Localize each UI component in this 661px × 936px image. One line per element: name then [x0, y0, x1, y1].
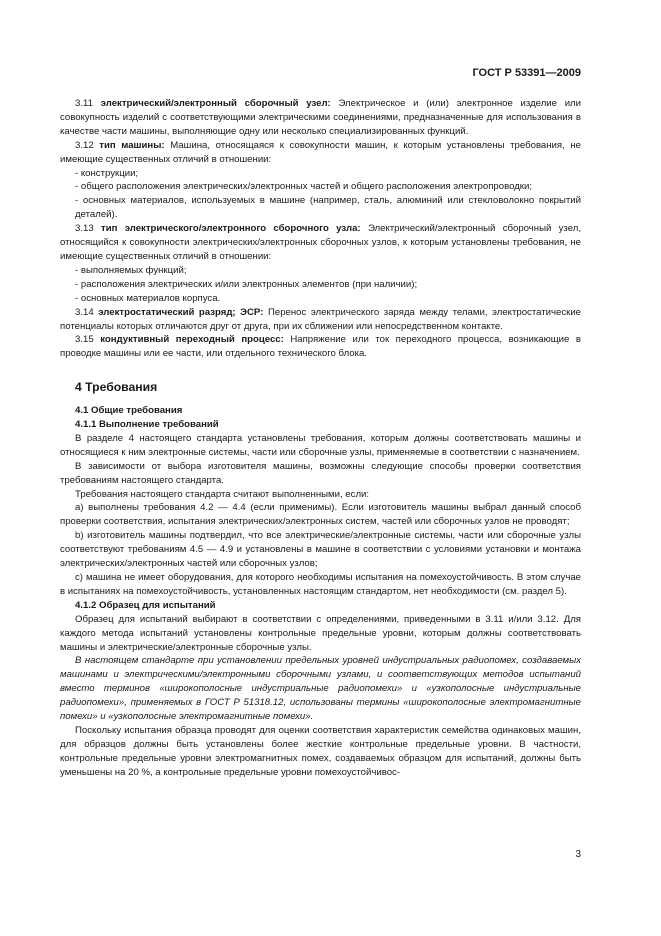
paragraph: В разделе 4 настоящего стандарта установлены требования, которым должны соответствовать машины и относящиеся к ним электронные системы, части или сборочные узлы, применяемые в соответствии с назначением. — [60, 432, 581, 458]
definition-3-13 — [60, 222, 581, 264]
term: тип электрического/электронного сборочного узла: — [101, 223, 361, 235]
definition-text: Машина, относящаяся к совокупности машин, к которым установлены требования, не имеющие существенных отличий в отношении: — [60, 139, 581, 165]
subsection-heading-4-1: 4.1 Общие требования — [75, 405, 183, 417]
page-number: 3 — [575, 849, 581, 860]
page-content — [60, 97, 581, 780]
list-item: - основных материалов, используемых в машине (например, сталь, алюминий или стекловолокно покрытий деталей). — [75, 195, 581, 221]
list-item: - расположения электрических и/или электронных элементов (при наличии); — [75, 278, 418, 290]
definition-text: Перенос электрического заряда между телами, электростатические потенциалы которых отличаются друг от друга, при их сближении или непосредственном контакте. — [60, 306, 582, 332]
term: кондуктивный переходный процесс: — [100, 334, 284, 346]
list-item: - основных материалов корпуса. — [75, 292, 221, 304]
subsection-heading-4-1-2: 4.1.2 Образец для испытаний — [75, 599, 216, 611]
definition-3-11 — [60, 97, 581, 139]
list-item-a: а) выполнены требования 4.2 — 4.4 (если применимы). Если изготовитель машины выбрал данный способ проверки соответствия, испытания электрических/электронных систем, частей или сборочных узлов не проводят; — [60, 502, 581, 528]
clause-number: 3.12 — [75, 139, 94, 151]
paragraph: Требования настоящего стандарта считают выполненными, если: — [75, 488, 370, 500]
list-item-b: b) изготовитель машины подтвердил, что все электрические/электронные системы, части или сборочные узлы соответствуют требованиям 4.5 — 4.9 и установлены в машине в соответствии с условиями установки и монтажа электрических/электронных частей или сборочных узлов; — [60, 530, 581, 570]
subsection-heading-4-1-1: 4.1.1 Выполнение требований — [75, 419, 219, 431]
clause-number: 3.11 — [75, 98, 93, 109]
definition-text: Электрический/электронный сборочный узел, относящийся к совокупности электрических/электронных сборочных узлов, к которым установлены требования, не имеющие существенных отличий в отношении: — [60, 223, 581, 262]
standard-header: ГОСТ Р 53391—2009 — [472, 67, 581, 79]
clause-number: 3.14 — [75, 306, 94, 318]
clause-number: 3.15 — [75, 334, 94, 346]
paragraph: Образец для испытаний выбирают в соответствии с определениями, приведенными в 3.11 и/или 3.12. Для каждого метода испытаний установлены контрольные предельные уровни, которым должны соответствовать машины и электрические/электронные сборочные узлы. — [60, 613, 581, 653]
spacer — [60, 361, 581, 381]
definition-text: Электрическое и (или) электронное изделие или совокупность изделий с соответствующими электрическими соединениями, предназначенные для использования в качестве части машины, выполняющие одну или несколько специализированных функций. — [60, 98, 582, 137]
section-heading: 4 Требования — [75, 380, 158, 395]
list-item: - общего расположения электрических/электронных частей и общего расположения электропроводки; — [75, 181, 533, 193]
definition-3-15 — [60, 333, 581, 361]
term: электрический/электронный сборочный узел: — [100, 98, 331, 109]
term: тип машины: — [99, 139, 165, 151]
term: электростатический разряд; ЭСР: — [98, 306, 264, 318]
list-item-c: с) машина не имеет оборудования, для которого необходимы испытания на помехоустойчивость. В этом случае в испытаниях на помехоустойчивость, установленных настоящим стандартом, нет необходимости (см. раздел 5). — [60, 572, 581, 597]
definition-3-12 — [60, 139, 581, 167]
paragraph: Поскольку испытания образца проводят для оценки соответствия характеристик семейства одинаковых машин, для образцов должны быть установлены более жесткие контрольные предельные уровни. В частности, контрольные предельные уровни электромагнитных помех, создаваемых образцом для испытаний, должны быть уменьшены на 20 %, а контрольные предельные уровни помехоустойчивос- — [60, 724, 581, 778]
clause-number: 3.13 — [75, 223, 94, 235]
definition-text: Напряжение или ток переходного процесса, возникающие в проводке машины или ее части, или отдельного технического блока. — [60, 334, 581, 360]
list-item: - конструкции; — [75, 167, 139, 179]
paragraph: В зависимости от выбора изготовителя машины, возможны следующие способы проверки соответствия требованиям настоящего стандарта. — [60, 460, 581, 486]
list-item: - выполняемых функций; — [75, 264, 187, 276]
definition-3-14 — [60, 306, 581, 334]
note-paragraph: В настоящем стандарте при установлении предельных уровней индустриальных радиопомех, создаваемых машинами и электрическими/электронными сборочными узлами, и соответствующих методов испытаний вместо терминов «широкополосные индустриальные радиопомехи» и «узкополосные индустриальные радиопомехи», применяемых в ГОСТ Р 51318.12, использованы термины «широкополосные электромагнитные помехи» и «узкополосные электромагнитные помехи». — [60, 655, 581, 723]
